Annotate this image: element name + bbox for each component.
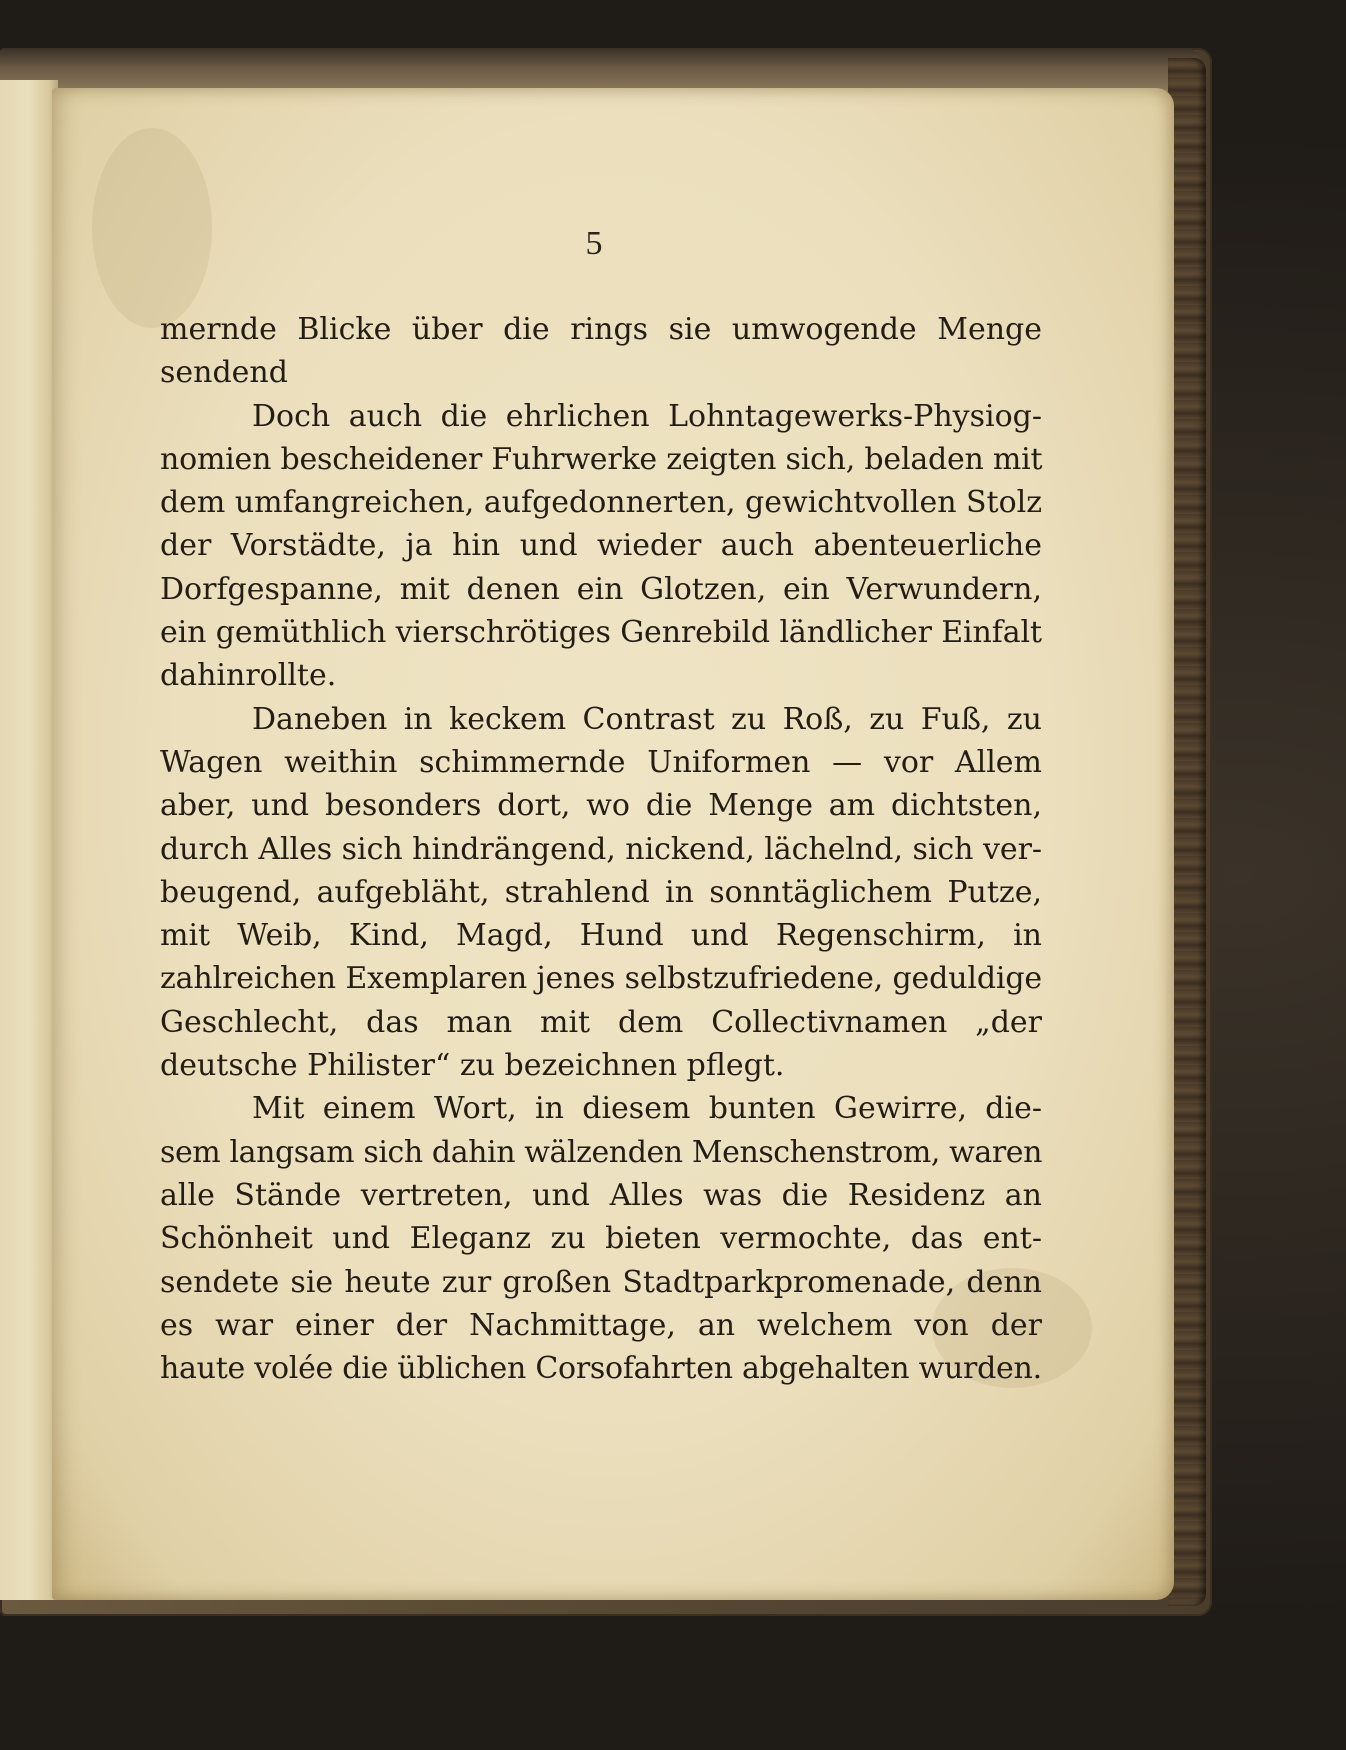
text-line: durch Alles sich hindrängend, nickend, lächelnd, sich ver- — [160, 831, 1042, 867]
text-line: es war einer der Nachmittage, an welchem von der — [160, 1307, 1042, 1343]
text-line: Geschlecht, das man mit dem Collectivnamen „der — [160, 1004, 1042, 1040]
text-line: zahlreichen Exemplaren jenes selbstzufriedene, geduldige — [160, 961, 1043, 997]
text-line: alle Stände vertreten, und Alles was die Residenz an — [160, 1177, 1042, 1213]
text-line: Wagen weithin schimmernde Uniformen — vor Allem — [160, 744, 1042, 780]
text-line: ein gemüthlich vierschrötiges Genrebild ländlicher Einfalt — [160, 615, 1042, 651]
text-line: aber, und besonders dort, wo die Menge am dichtsten, — [160, 788, 1042, 824]
page-number: 5 — [585, 225, 603, 262]
text-line: sem langsam sich dahin wälzenden Menschenstrom, waren — [160, 1134, 1042, 1170]
page-text — [160, 308, 1042, 1390]
text-line: Doch auch die ehrlichen Lohntagewerks-Physiog- — [252, 398, 1042, 434]
text-line: mit Weib, Kind, Magd, Hund und Regenschirm, in — [160, 918, 1042, 954]
text-line: nomien bescheidener Fuhrwerke zeigten sich, beladen mit — [160, 441, 1043, 477]
text-line: Dorfgespanne, mit denen ein Glotzen, ein Verwundern, — [160, 571, 1042, 607]
previous-page-edge — [0, 80, 58, 1600]
text-line: deutsche Philister“ zu bezeichnen pflegt. — [160, 1048, 785, 1084]
text-line: Daneben in keckem Contrast zu Roß, zu Fuß, zu — [252, 701, 1042, 737]
text-line: dahinrollte. — [160, 658, 337, 694]
text-line: dem umfangreichen, aufgedonnerten, gewichtvollen Stolz — [160, 485, 1042, 521]
text-line: Schönheit und Eleganz zu bieten vermochte, das ent- — [160, 1221, 1042, 1257]
text-line: sendend — [160, 355, 288, 391]
text-line: haute volée die üblichen Corsofahrten abgehalten wurden. — [160, 1351, 1042, 1387]
text-line: Mit einem Wort, in diesem bunten Gewirre, die- — [252, 1091, 1042, 1127]
text-line: mernde Blicke über die rings sie umwogende Menge — [160, 312, 1042, 347]
cover-top-edge — [0, 48, 1200, 92]
text-line: beugend, aufgebläht, strahlend in sonntäglichem Putze, — [160, 874, 1042, 910]
text-line: der Vorstädte, ja hin und wieder auch abenteuerliche — [160, 528, 1042, 564]
text-line: sendete sie heute zur großen Stadtparkpromenade, denn — [160, 1264, 1042, 1300]
